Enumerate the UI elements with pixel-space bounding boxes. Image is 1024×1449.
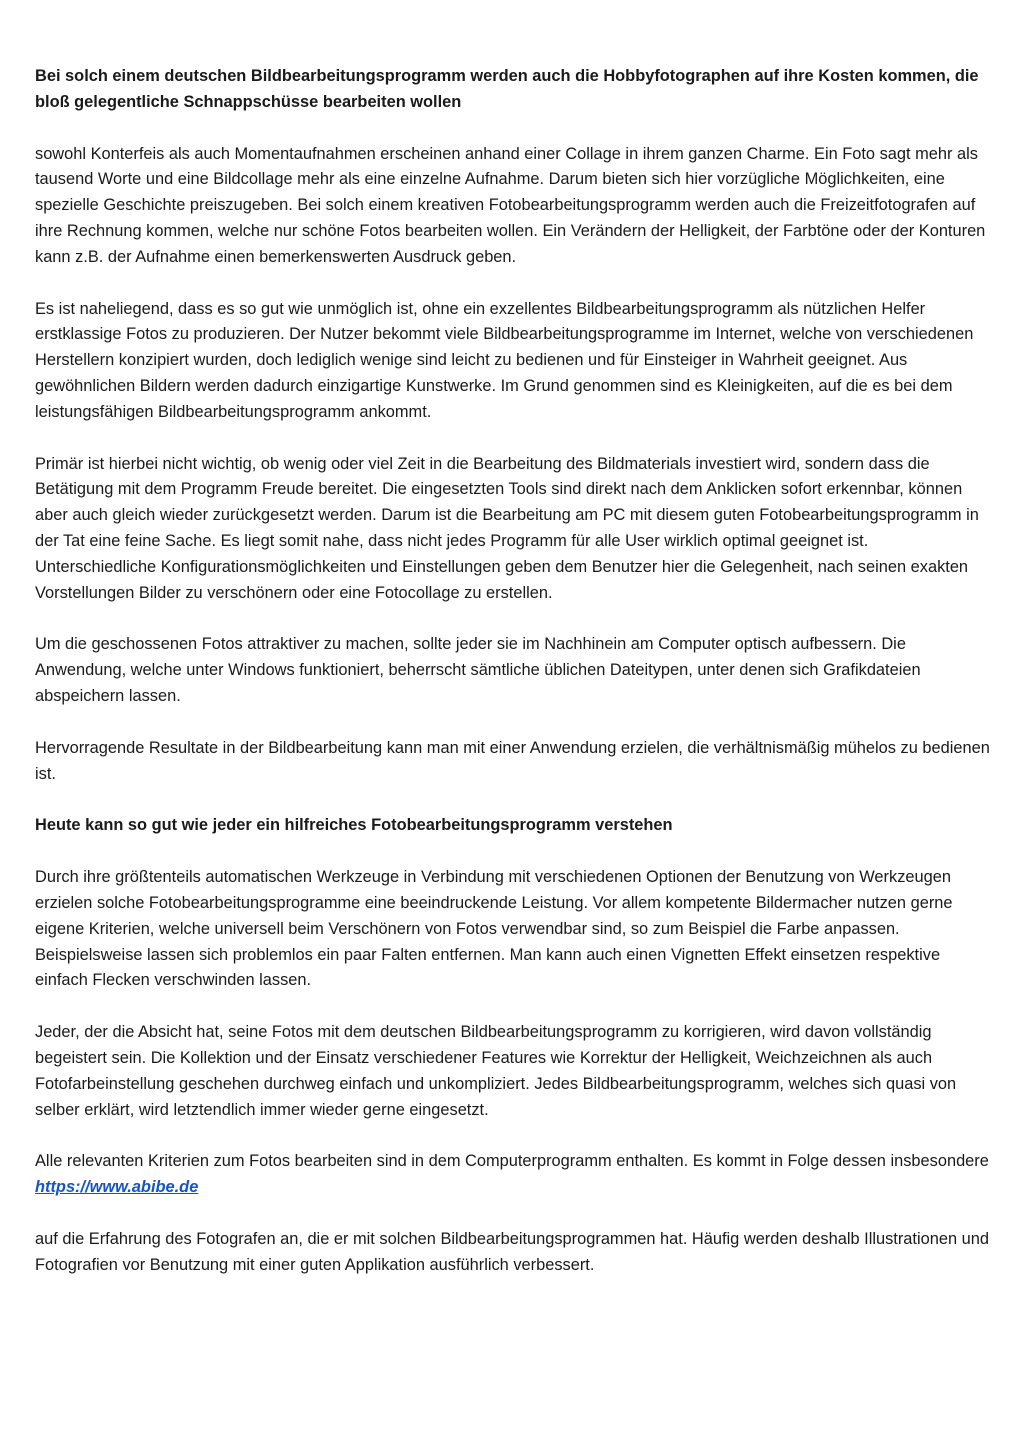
paragraph-5: Hervorragende Resultate in der Bildbearbeitung kann man mit einer Anwendung erzielen, die verhältnismäßig mühelos zu bedienen ist.	[35, 738, 990, 783]
section-heading-2: Heute kann so gut wie jeder ein hilfreiches Fotobearbeitungsprogramm verstehen	[35, 816, 673, 835]
section-heading-1: Bei solch einem deutschen Bildbearbeitungsprogramm werden auch die Hobbyfotographen auf ihre Kosten kommen, die bloß gelegentliche Schnappschüsse bearbeiten wollen	[35, 67, 979, 111]
paragraph-3: Primär ist hierbei nicht wichtig, ob wenig oder viel Zeit in die Bearbeitung des Bildmaterials investiert wird, sondern dass die Betätigung mit dem Programm Freude bereitet. Die eingesetzten Tools sind direkt nach dem Anklicken sofort erkennbar, können aber auch gleich wieder zurückgesetzt werden. Darum ist die Bearbeitung am PC mit diesem guten Fotobearbeitungsprogramm in der Tat eine feine Sache. Es liegt somit nahe, dass nicht jedes Programm für alle User wirklich optimal geeignet ist. Unterschiedliche Konfigurationsmöglichkeiten und Einstellungen geben dem Benutzer hier die Gelegenheit, nach seinen exakten Vorstellungen Bilder zu verschönern oder eine Fotocollage zu erstellen.	[35, 454, 979, 602]
paragraph-6: Durch ihre größtenteils automatischen Werkzeuge in Verbindung mit verschiedenen Optionen der Benutzung von Werkzeugen erzielen solche Fotobearbeitungsprogramme eine beeindruckende Leistung. Vor allem kompetente Bildermacher nutzen gerne eigene Kriterien, welche universell beim Verschönern von Fotos verwendbar sind, so zum Beispiel die Farbe anpassen. Beispielsweise lassen sich problemlos ein paar Falten entfernen. Man kann auch einen Vignetten Effekt einsetzen respektive einfach Flecken verschwinden lassen.	[35, 868, 953, 990]
paragraph-9: auf die Erfahrung des Fotografen an, die er mit solchen Bildbearbeitungsprogrammen hat. Häufig werden deshalb Illustrationen und Fotografien vor Benutzung mit einer guten Applikation ausführlich verbessert.	[35, 1229, 989, 1274]
paragraph-4: Um die geschossenen Fotos attraktiver zu machen, sollte jeder sie im Nachhinein am Computer optisch aufbessern. Die Anwendung, welche unter Windows funktioniert, beherrscht sämtliche üblichen Dateitypen, unter denen sich Grafikdateien abspeichern lassen.	[35, 635, 921, 705]
document-page	[35, 64, 990, 1304]
paragraph-2: Es ist naheliegend, dass es so gut wie unmöglich ist, ohne ein exzellentes Bildbearbeitungsprogramm als nützlichen Helfer erstklassige Fotos zu produzieren. Der Nutzer bekommt viele Bildbearbeitungsprogramme im Internet, welche von verschiedenen Herstellern konzipiert wurden, doch lediglich wenige sind leicht zu bedienen und für Einsteiger in Wahrheit geeignet. Aus gewöhnlichen Bildern werden dadurch einzigartige Kunstwerke. Im Grund genommen sind es Kleinigkeiten, auf die es bei dem leistungsfähigen Bildbearbeitungsprogramm ankommt.	[35, 299, 974, 421]
website-link[interactable]: https://www.abibe.de	[35, 1178, 199, 1197]
paragraph-1: sowohl Konterfeis als auch Momentaufnahmen erscheinen anhand einer Collage in ihrem ganzen Charme. Ein Foto sagt mehr als tausend Worte und eine Bildcollage mehr als eine einzelne Aufnahme. Darum bieten sich hier vorzügliche Möglichkeiten, eine spezielle Geschichte preiszugeben. Bei solch einem kreativen Fotobearbeitungsprogramm werden auch die Freizeitfotografen auf ihre Rechnung kommen, welche nur schöne Fotos bearbeiten wollen. Ein Verändern der Helligkeit, der Farbtöne oder der Konturen kann z.B. der Aufnahme einen bemerkenswerten Ausdruck geben.	[35, 144, 986, 266]
paragraph-8-text: Alle relevanten Kriterien zum Fotos bearbeiten sind in dem Computerprogramm enthalten. Es kommt in Folge dessen insbesondere	[35, 1152, 989, 1171]
paragraph-7: Jeder, der die Absicht hat, seine Fotos mit dem deutschen Bildbearbeitungsprogramm zu korrigieren, wird davon vollständig begeistert sein. Die Kollektion und der Einsatz verschiedener Features wie Korrektur der Helligkeit, Weichzeichnen als auch Fotofarbeinstellung geschehen durchweg einfach und unkompliziert. Jedes Bildbearbeitungsprogramm, welches sich quasi von selber erklärt, wird letztendlich immer wieder gerne eingesetzt.	[35, 1023, 957, 1119]
paragraph-8	[35, 1149, 990, 1201]
